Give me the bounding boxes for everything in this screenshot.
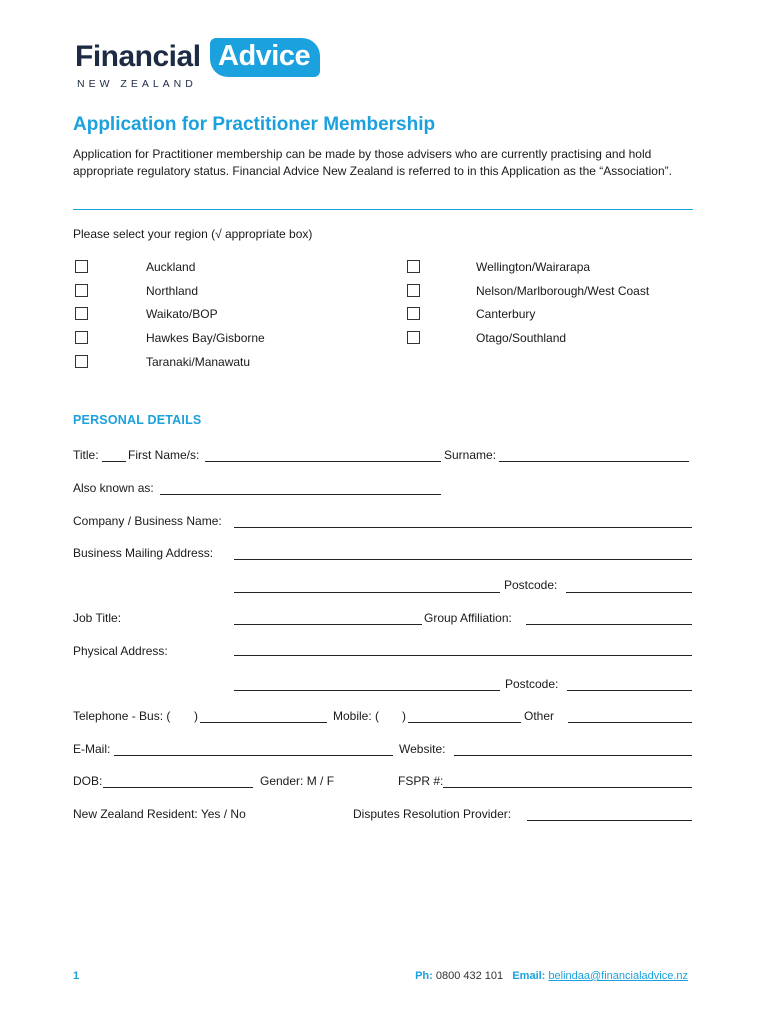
telephone-label: Telephone - Bus: ( [73,709,171,723]
physical-postcode-field[interactable] [567,690,692,691]
footer-contact [415,970,688,982]
fspr-label: FSPR #: [398,774,444,788]
checkbox-nelson-marlborough-west-coast[interactable] [407,284,420,297]
divider [73,209,693,210]
group-affiliation-field[interactable] [526,624,692,625]
other-phone-field[interactable] [568,722,692,723]
gender-label[interactable]: Gender: M / F [260,774,335,788]
region-label-hawkes-bay-gisborne: Hawkes Bay/Gisborne [146,331,265,345]
region-label-northland: Northland [146,284,199,298]
footer-phone-value: 0800 432 101 [435,970,504,982]
company-label: Company / Business Name: [73,514,222,528]
disputes-provider-field[interactable] [527,820,692,821]
aka-field[interactable] [160,494,441,495]
checkbox-canterbury[interactable] [407,307,420,320]
personal-details-heading: PERSONAL DETAILS [73,413,202,427]
region-label-auckland: Auckland [146,260,196,274]
mobile-label: Mobile: ( [333,709,380,723]
company-field[interactable] [234,527,692,528]
mailing-address-label: Business Mailing Address: [73,546,214,560]
footer-phone-label: Ph: [415,970,433,982]
mailing-postcode-field[interactable] [566,592,692,593]
email-label: E-Mail: [73,742,111,756]
job-title-label: Job Title: [73,611,122,625]
checkbox-wellington-wairarapa[interactable] [407,260,420,273]
checkbox-auckland[interactable] [75,260,88,273]
logo-word-advice: Advice [210,38,320,77]
region-label-taranaki-manawatu: Taranaki/Manawatu [146,355,251,369]
dob-label: DOB: [73,774,103,788]
telephone-paren-close: ) [194,709,198,723]
physical-postcode-label: Postcode: [505,677,559,691]
region-label-canterbury: Canterbury [476,307,536,321]
checkbox-hawkes-bay-gisborne[interactable] [75,331,88,344]
checkbox-northland[interactable] [75,284,88,297]
email-field[interactable] [114,755,393,756]
region-label-wellington-wairarapa: Wellington/Wairarapa [476,260,591,274]
mailing-postcode-label: Postcode: [504,578,558,592]
checkbox-otago-southland[interactable] [407,331,420,344]
page-title: Application for Practitioner Membership [73,114,436,135]
region-label-otago-southland: Otago/Southland [476,331,567,345]
region-label-waikato-bop: Waikato/BOP [146,307,218,321]
financial-advice-logo [75,40,335,92]
surname-label: Surname: [444,448,497,462]
website-label: Website: [399,742,446,756]
group-affiliation-label: Group Affiliation: [424,611,512,625]
fspr-field[interactable] [443,787,692,788]
website-field[interactable] [454,755,692,756]
nz-resident-label[interactable]: New Zealand Resident: Yes / No [73,807,246,821]
first-name-field[interactable] [205,461,441,462]
region-label-nelson-marlborough-west-coast: Nelson/Marlborough/West Coast [476,284,650,298]
title-field[interactable] [102,461,126,462]
aka-label: Also known as: [73,481,154,495]
intro-paragraph: Application for Practitioner membership can be made by those advisers who are currently practising and hold appropriate regulatory status. Financial Advice New Zealand is referred to in this Application as the “Association”. [73,147,672,178]
checkbox-taranaki-manawatu[interactable] [75,355,88,368]
physical-address-label: Physical Address: [73,644,168,658]
physical-address-line2-field[interactable] [234,690,500,691]
mailing-address-line2-field[interactable] [234,592,500,593]
telephone-field[interactable] [200,722,327,723]
region-prompt: Please select your region (√ appropriate box) [73,227,313,241]
title-label: Title: [73,448,99,462]
first-name-label: First Name/s: [128,448,200,462]
mobile-field[interactable] [408,722,521,723]
footer-email-label: Email: [512,970,546,982]
mobile-paren-close: ) [402,709,406,723]
job-title-field[interactable] [234,624,422,625]
surname-field[interactable] [499,461,689,462]
other-label: Other [524,709,555,723]
checkbox-waikato-bop[interactable] [75,307,88,320]
logo-word-financial: Financial [75,40,201,73]
dob-field[interactable] [103,787,253,788]
page-number: 1 [73,970,80,982]
physical-address-field[interactable] [234,655,692,656]
mailing-address-field[interactable] [234,559,692,560]
disputes-provider-label: Disputes Resolution Provider: [353,807,512,821]
logo-tagline: NEW ZEALAND [77,78,197,90]
footer-email-link[interactable]: belindaa@financialadvice.nz [548,970,688,982]
